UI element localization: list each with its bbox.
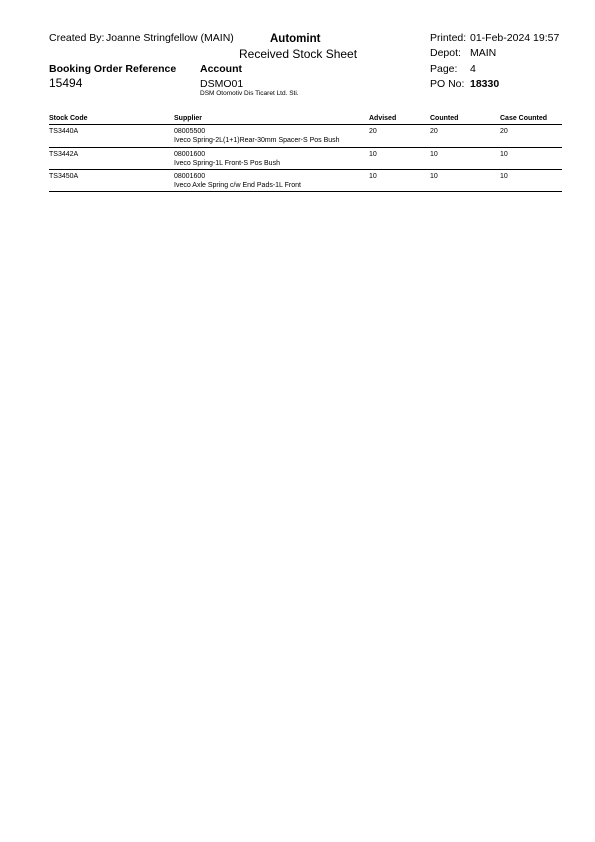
case-counted-qty: 10 bbox=[500, 151, 508, 158]
account-code: DSMO01 bbox=[200, 78, 244, 90]
stock-code: TS3442A bbox=[49, 151, 79, 158]
depot-label: Depot: bbox=[430, 47, 461, 59]
booking-ref-label: Booking Order Reference bbox=[49, 63, 177, 75]
counted-qty: 10 bbox=[430, 173, 438, 180]
item-description: Iveco Spring-2L(1+1)Rear-30mm Spacer-S Pos Bush bbox=[174, 137, 340, 144]
stock-code: TS3450A bbox=[49, 173, 79, 180]
printed-value: 01-Feb-2024 19:57 bbox=[470, 32, 560, 44]
booking-ref-value: 15494 bbox=[49, 76, 83, 90]
advised-qty: 10 bbox=[369, 151, 377, 158]
po-value: 18330 bbox=[470, 78, 500, 90]
created-by-label: Created By: bbox=[49, 32, 105, 44]
col-counted: Counted bbox=[430, 115, 459, 122]
po-label: PO No: bbox=[430, 78, 465, 90]
account-label: Account bbox=[200, 63, 242, 75]
col-supplier: Supplier bbox=[174, 115, 203, 122]
stock-code: TS3440A bbox=[49, 128, 79, 135]
account-name: DSM Otomotiv Dis Ticaret Ltd. Sti. bbox=[200, 90, 299, 97]
table-row bbox=[0, 127, 595, 149]
counted-qty: 10 bbox=[430, 151, 438, 158]
header-divider bbox=[49, 124, 562, 125]
advised-qty: 10 bbox=[369, 173, 377, 180]
supplier-code: 08005500 bbox=[174, 128, 206, 135]
advised-qty: 20 bbox=[369, 128, 377, 135]
item-description: Iveco Spring-1L Front-S Pos Bush bbox=[174, 160, 280, 167]
sheet-title: Received Stock Sheet bbox=[239, 47, 358, 61]
item-description: Iveco Axle Spring c/w End Pads-1L Front bbox=[174, 182, 301, 189]
page-label: Page: bbox=[430, 63, 458, 75]
case-counted-qty: 20 bbox=[500, 128, 508, 135]
company-name: Automint bbox=[270, 33, 321, 45]
depot-value: MAIN bbox=[470, 47, 497, 59]
row-divider bbox=[49, 169, 562, 170]
created-by-value: Joanne Stringfellow (MAIN) bbox=[106, 32, 234, 44]
case-counted-qty: 10 bbox=[500, 173, 508, 180]
page-number: 4 bbox=[470, 63, 476, 75]
table-bottom-rule bbox=[49, 191, 562, 192]
supplier-code: 08001600 bbox=[174, 151, 206, 158]
col-advised: Advised bbox=[369, 115, 397, 122]
row-divider bbox=[49, 147, 562, 148]
counted-qty: 20 bbox=[430, 128, 438, 135]
col-stock-code: Stock Code bbox=[49, 115, 88, 122]
printed-label: Printed: bbox=[430, 32, 467, 44]
col-case-counted: Case Counted bbox=[500, 115, 548, 122]
supplier-code: 08001600 bbox=[174, 173, 206, 180]
